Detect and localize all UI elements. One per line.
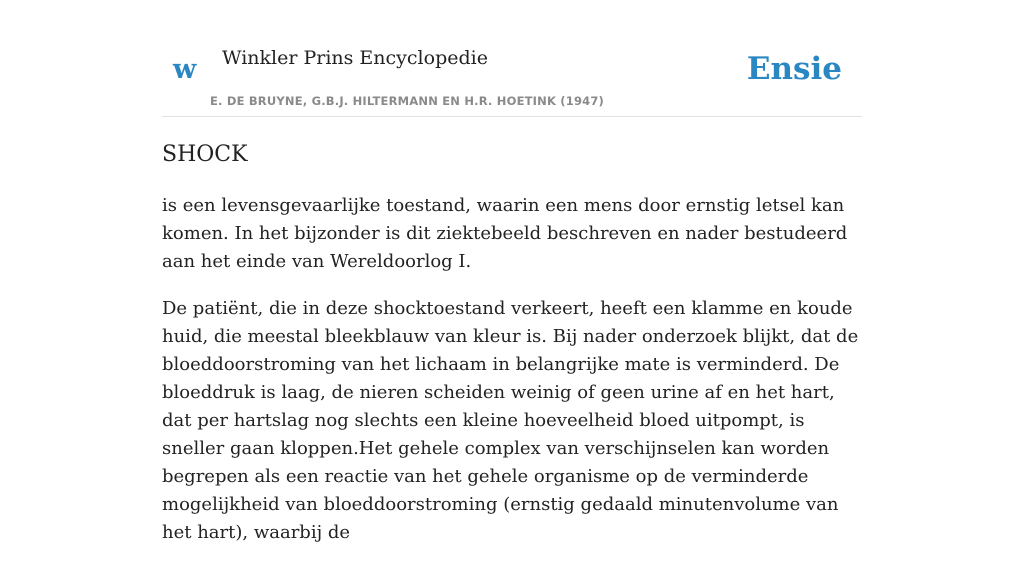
entry-paragraph: is een levensgevaarlijke toestand, waarin een mens door ernstig letsel kan komen. In het bijzonder is dit ziektebeeld beschreven en nader bestudeerd aan het einde van Wereldoorlog I. [162, 195, 848, 272]
entry-body [162, 192, 862, 566]
entry-title: SHOCK [162, 142, 248, 167]
winkler-prins-logo-icon[interactable]: w [173, 54, 197, 85]
ensie-logo-link[interactable]: Ensie [746, 51, 842, 87]
entry-paragraph: De patiënt, die in deze shocktoestand verkeert, heeft een klamme en koude huid, die meestal bleekblauw van kleur is. Bij nader onderzoek blijkt, dat de bloeddoorstroming van het lichaam in belangrijke mate is verminderd. De bloeddruk is laag, de nieren scheiden weinig of geen urine af en het hart, dat per hartslag nog slechts een kleine hoeveelheid bloed uitpompt, is sneller gaan kloppen.Het gehele complex van verschijnselen kan worden begrepen als een reactie van het gehele organisme op de verminderde mogelijkheid van bloeddoorstroming (ernstig gedaald minutenvolume van het hart), waarbij de [162, 298, 859, 543]
source-authors: E. DE BRUYNE, G.B.J. HILTERMANN EN H.R. HOETINK (1947) [210, 94, 605, 108]
page-container [162, 0, 862, 543]
site-header [162, 0, 862, 117]
source-title[interactable]: Winkler Prins Encyclopedie [222, 47, 488, 69]
